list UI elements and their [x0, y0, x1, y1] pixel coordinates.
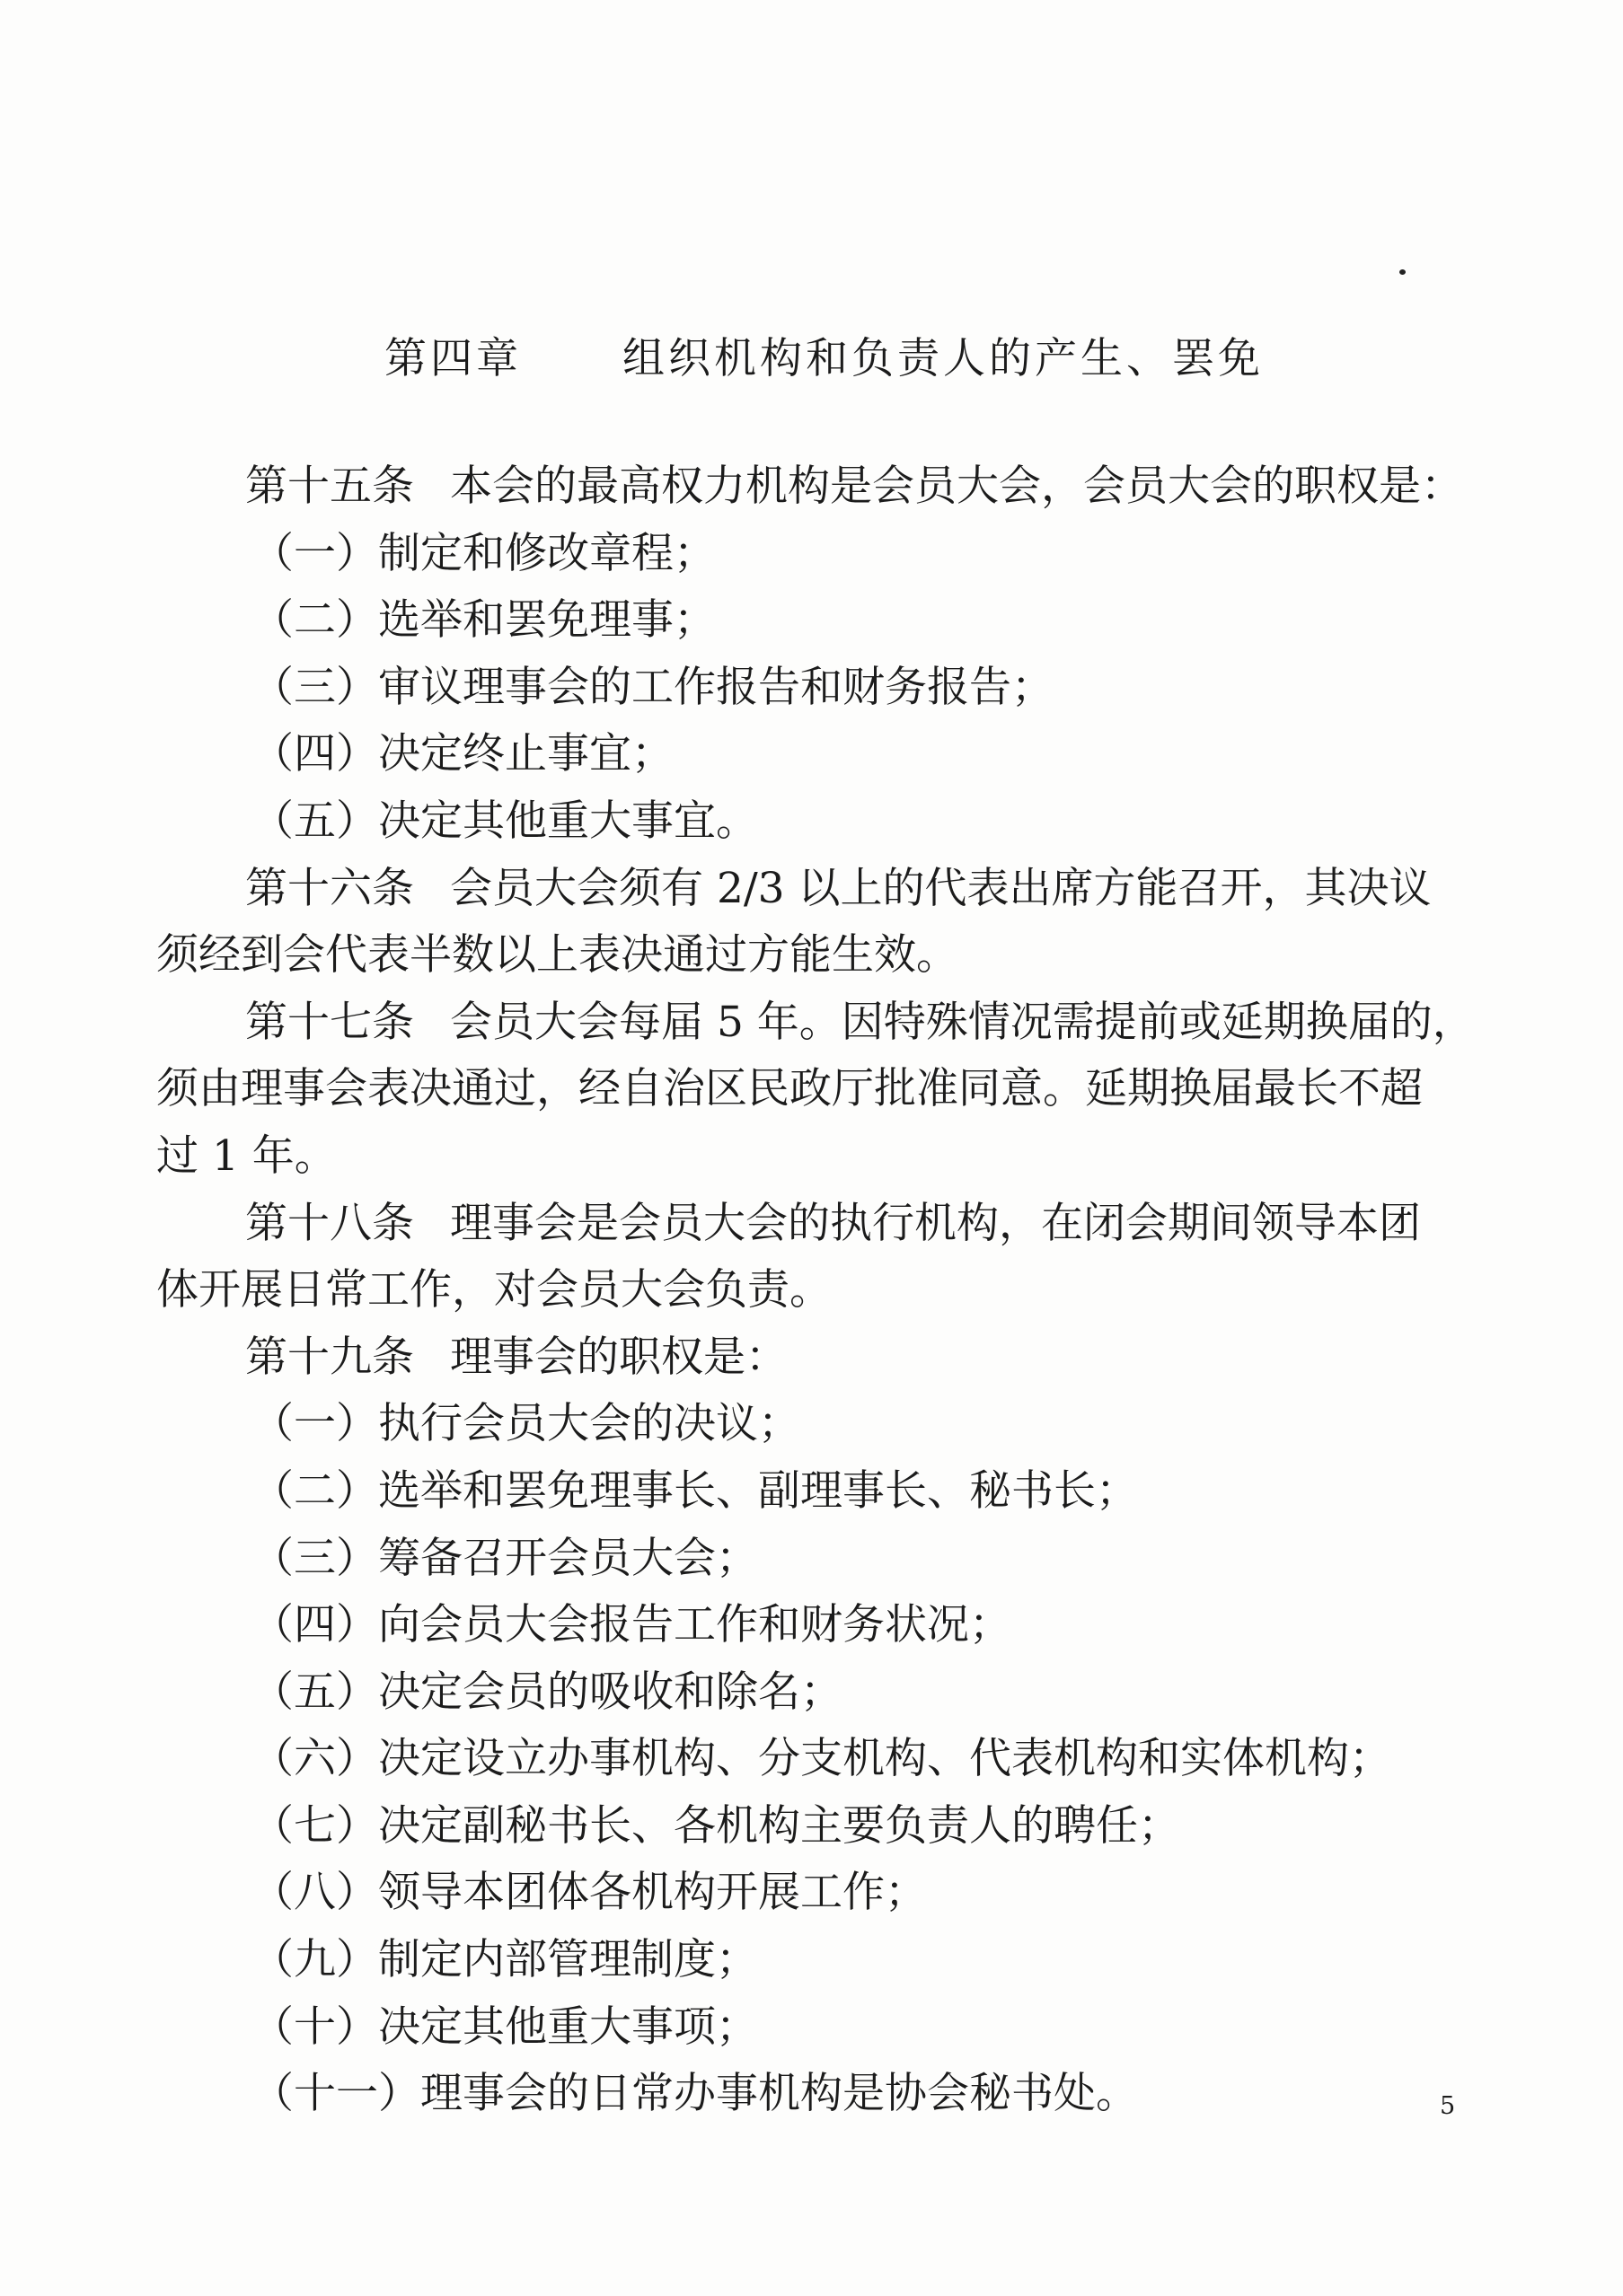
- article-19-line: [156, 1324, 1495, 1392]
- article-15-line: [156, 453, 1495, 521]
- article-text: 会员大会每届 5 年。因特殊情况需提前或延期换届的，: [450, 997, 1475, 1047]
- article-16-line: [156, 856, 1495, 923]
- list-item: （三）审议理事会的工作报告和财务报告；: [251, 662, 1054, 712]
- scan-speck: [1399, 269, 1406, 275]
- article-label: 第十六条: [245, 863, 414, 913]
- list-item: （十）决定其他重大事项；: [251, 2001, 758, 2052]
- list-item: （一）执行会员大会的决议；: [251, 1399, 800, 1449]
- list-item: （七）决定副秘书长、各机构主要负责人的聘任；: [251, 1800, 1180, 1851]
- list-item: （二）选举和罢免理事长、副理事长、秘书长；: [251, 1465, 1138, 1516]
- article-16-continuation: 须经到会代表半数以上表决通过方能生效。: [156, 930, 958, 981]
- list-item: （三）筹备召开会员大会；: [251, 1533, 758, 1583]
- article-text: 理事会是会员大会的执行机构，在闭会期间领导本团: [450, 1198, 1421, 1248]
- article-18-continuation: 体开展日常工作，对会员大会负责。: [156, 1265, 832, 1315]
- list-item: （五）决定其他重大事宜。: [251, 796, 758, 846]
- list-item: （四）决定终止事宜；: [251, 729, 674, 779]
- article-17-line: [156, 990, 1495, 1057]
- article-body: [156, 453, 1495, 2128]
- article-18-line: [156, 1191, 1495, 1258]
- chapter-number: 第四章: [384, 334, 522, 383]
- list-item: （八）领导本团体各机构开展工作；: [251, 1868, 927, 1918]
- article-17-continuation: 须由理事会表决通过，经自治区民政厅批准同意。延期换届最长不超: [156, 1064, 1423, 1114]
- article-17-continuation: 过 1 年。: [156, 1130, 337, 1181]
- list-item: （六）决定设立办事机构、分支机构、代表机构和实体机构；: [251, 1734, 1391, 1784]
- list-item: （一）制定和修改章程；: [251, 528, 716, 578]
- article-label: 第十七条: [245, 997, 414, 1047]
- list-item: （九）制定内部管理制度；: [251, 1935, 758, 1985]
- article-label: 第十五条: [245, 462, 414, 511]
- list-item: （十一）理事会的日常办事机构是协会秘书处。: [251, 2069, 1138, 2119]
- chapter-heading: [384, 328, 1264, 391]
- article-label: 第十八条: [245, 1198, 414, 1248]
- list-item: （二）选举和罢免理事；: [251, 595, 716, 646]
- article-label: 第十九条: [245, 1332, 414, 1382]
- article-text: 本会的最高权力机构是会员大会，会员大会的职权是：: [450, 462, 1463, 511]
- list-item: （五）决定会员的吸收和除名；: [251, 1667, 842, 1717]
- article-text: 理事会的职权是：: [450, 1332, 788, 1382]
- article-text: 会员大会须有 2/3 以上的代表出席方能召开，其决议: [450, 863, 1432, 913]
- chapter-title-text: 组织机构和负责人的产生、罢免: [622, 334, 1264, 383]
- list-item: （四）向会员大会报告工作和财务状况；: [251, 1600, 1011, 1650]
- page-number: 5: [1440, 2092, 1456, 2120]
